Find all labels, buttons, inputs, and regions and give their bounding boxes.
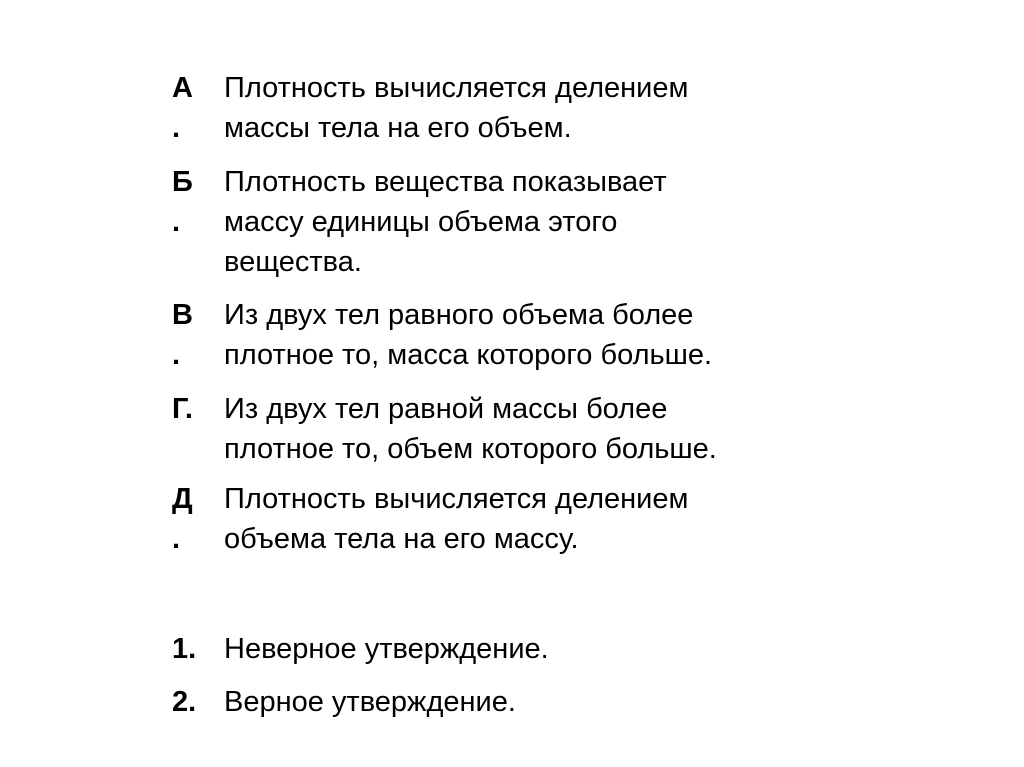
answer-text: Неверное утверждение. bbox=[224, 633, 549, 665]
statement-c bbox=[172, 295, 852, 375]
statement-a bbox=[172, 68, 852, 148]
statement-marker: В. bbox=[172, 299, 193, 371]
statement-e bbox=[172, 479, 852, 559]
statement-text: Плотность вычисляется делением объема тела на его массу. bbox=[224, 483, 689, 555]
statement-text: Из двух тел равной массы более плотное то, объем которого больше. bbox=[224, 393, 717, 465]
answer-marker: 1. bbox=[172, 633, 197, 665]
answer-text: Верное утверждение. bbox=[224, 686, 516, 718]
statement-text: Плотность вещества показывает массу единицы объема этого вещества. bbox=[224, 166, 667, 278]
statement-b bbox=[172, 162, 852, 282]
answer-option-2 bbox=[172, 682, 852, 722]
statement-text: Плотность вычисляется делением массы тела на его объем. bbox=[224, 72, 689, 144]
statement-d bbox=[172, 389, 852, 469]
answer-option-1 bbox=[172, 629, 852, 669]
statement-marker: Б. bbox=[172, 166, 193, 238]
answer-marker: 2. bbox=[172, 686, 197, 718]
statement-marker: Д. bbox=[172, 483, 193, 555]
statement-text: Из двух тел равного объема более плотное то, масса которого больше. bbox=[224, 299, 713, 371]
statement-marker: Г. bbox=[172, 393, 193, 425]
statement-marker: А. bbox=[172, 72, 193, 144]
